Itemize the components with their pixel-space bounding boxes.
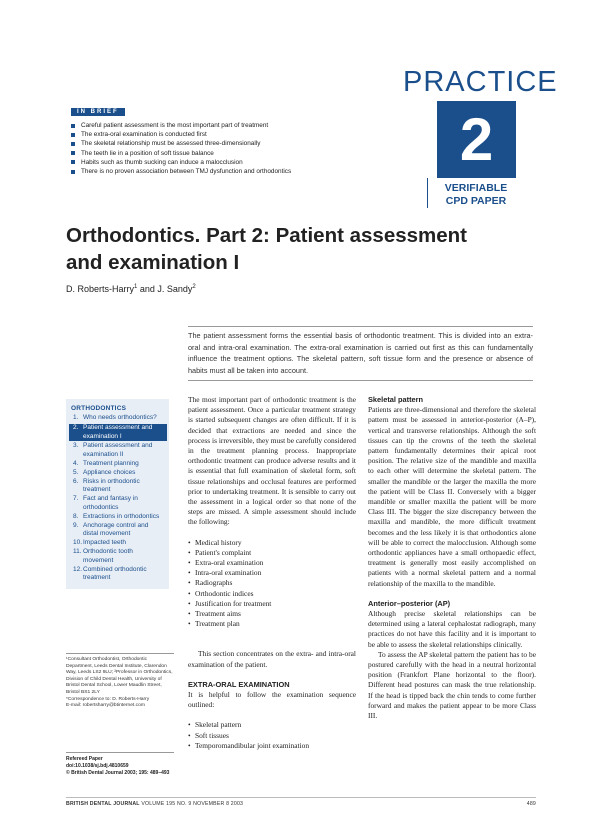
- section-label: PRACTICE: [403, 66, 558, 98]
- bullet-square-icon: [71, 170, 75, 174]
- in-brief-list: [71, 121, 359, 176]
- page-footer: [66, 797, 536, 807]
- series-heading: ORTHODONTICS: [71, 405, 127, 412]
- list-item: • Temporomandibular joint examination: [188, 741, 356, 751]
- list-item: • Radiographs: [188, 578, 356, 588]
- authors: D. Roberts-Harry$^1$ and J. Sandy$^2$: [66, 284, 196, 294]
- paragraph: This section concentrates on the extra- and intra-oral examination of the patient.: [188, 649, 356, 669]
- list-item: • Justification for treatment: [188, 599, 356, 609]
- in-brief-item: Habits such as thumb sucking can induce a malocclusion: [71, 158, 359, 167]
- in-brief-item: There is no proven association between TMJ dysfunction and orthodontics: [71, 167, 359, 176]
- series-item: 8. Extractions in orthodontics: [73, 512, 160, 520]
- bullet-square-icon: [71, 151, 75, 155]
- divider: [427, 178, 428, 208]
- page-number: 489: [526, 801, 536, 807]
- examination-list: [188, 720, 356, 751]
- series-item: 11. Orthodontic tooth movement: [73, 547, 133, 564]
- list-item: • Skeletal pattern: [188, 720, 356, 730]
- paragraph: To assess the AP skeletal pattern the patient has to be postured carefully with the head in a neutral horizontal position (Frankfort Plane horizontal to the floor). Different head postures can mask the true relationship. If the head is tipped back the chin tends to come further forward and makes the patient appear to be more Class III.: [368, 649, 536, 721]
- series-item: 9. Anchorage control and distal movement: [73, 521, 149, 538]
- in-brief-item: The teeth lie in a position of soft tissue balance: [71, 149, 359, 158]
- list-item: • Patient's complaint: [188, 548, 356, 558]
- series-item: 5. Appliance choices: [73, 468, 136, 476]
- series-item: 12. Combined orthodontic treatment: [73, 565, 147, 582]
- paragraph: Patients are three-dimensional and therefore the skeletal pattern must be assessed in anterior-posterior (A–P), vertical and transverse relationships. Although the soft tissues can tip the crowns of the teeth the skeletal pattern fundamentally determines their apical root position. The relative size of the mandible and maxilla to each other will determine the skeletal pattern. The smaller the mandible or the larger the maxilla the more the patient will be Class II. Conversely with a bigger mandible or smaller maxilla the patient will be more Class III. The bigger the size discrepancy between the maxilla and mandible, the more difficult treatment becomes and the less likely it is that orthodontics alone will be able to correct the malocclusion. Although some orthodontic appliances have a small orthopaedic effect, treatment is generally most easily accomplished on patients with a normal skeletal pattern and a normal relationship of the maxilla to the mandible.: [368, 405, 536, 588]
- section-heading: Anterior–posterior (AP): [368, 598, 451, 608]
- paragraph: Although precise skeletal relationships can be determined using a lateral cephalostat radiograph, many practices do not have this facility and it is important to be able to assess the skeletal relationships clinically.: [368, 609, 536, 649]
- paragraph: It is helpful to follow the examination sequence outlined:: [188, 690, 356, 710]
- practice-number-badge: 2: [437, 101, 516, 178]
- section-heading: Skeletal pattern: [368, 395, 424, 404]
- list-item: • Orthodontic indices: [188, 589, 356, 599]
- list-item: • Treatment plan: [188, 619, 356, 629]
- series-item: 6. Risks in orthodontic treatment: [73, 477, 140, 494]
- list-item: • Extra-oral examination: [188, 558, 356, 568]
- in-brief-box: [71, 100, 359, 176]
- affiliation-footnote: ¹Consultant Orthodontist, Orthodontic Department, Leeds Dental Institute, Clarendon Way, Leeds LS2 9LU; ²Professor in Orthodontics, Division of Child Dental Health, University of Bristol Dental School, Lower Maudlin Street, Bristol BS1 2LY *Correspondence to: D. Roberts-Harry E-mail: robertsharry@btinternet.com: [66, 653, 174, 710]
- series-contents-box: [66, 399, 169, 589]
- body-column-right: [368, 395, 536, 721]
- list-item: • Treatment aims: [188, 609, 356, 619]
- paragraph: The most important part of orthodontic treatment is the patient assessment. Once a particular treatment strategy is started subsequent changes are often difficult. If it is decided that extractions are needed and since the process is irreversible, they must be carefully considered in the treatment planning process. Inappropriate orthodontic treatment can produce adverse results and it is essential that full examination of skeletal form, soft tissue relationships and occlusal features are performed prior to undertaking treatment. It is sensible to carry out the assessment in a logical order so that none of the steps are missed. A simple assessment should include the following:: [188, 395, 356, 527]
- bullet-square-icon: [71, 160, 75, 164]
- in-brief-item: The skeletal relationship must be assessed three-dimensionally: [71, 139, 359, 148]
- series-item: 4. Treatment planning: [73, 459, 139, 467]
- refereed-paper-info: Refereed Paper doi:10.1038/sj.bdj.4810659 © British Dental Journal 2003; 195: 489–493: [66, 752, 174, 776]
- in-brief-heading: IN BRIEF: [71, 108, 125, 116]
- cpd-label: VERIFIABLE CPD PAPER: [444, 182, 508, 207]
- list-item: • Soft tissues: [188, 731, 356, 741]
- abstract: The patient assessment forms the essential basis of orthodontic treatment. This is divided into an extra-oral and intra-oral examination. The extra-oral examination is carried out first as this can fundamentally influence the treatment options. The skeletal pattern, soft tissue form and the presence or absence of habits must all be taken into account.: [188, 326, 533, 381]
- list-item: • Medical history: [188, 538, 356, 548]
- series-item: 1. Who needs orthodontics?: [73, 414, 157, 421]
- series-item: 3. Patient assessment and examination II: [73, 442, 153, 459]
- bullet-square-icon: [71, 142, 75, 146]
- series-item-current: 2. Patient assessment and examination I: [69, 424, 167, 442]
- body-column-left: [188, 395, 356, 751]
- footer-journal: BRITISH DENTAL JOURNAL VOLUME 195 NO. 9 NOVEMBER 8 2003: [66, 801, 244, 807]
- article-title: Orthodontics. Part 2: Patient assessment and examination I: [66, 224, 468, 274]
- series-item: 7. Fact and fantasy in orthodontics: [73, 495, 138, 511]
- bullet-square-icon: [71, 124, 75, 128]
- section-heading: EXTRA-ORAL EXAMINATION: [188, 679, 290, 689]
- series-item: 10. Impacted teeth: [73, 539, 126, 547]
- in-brief-item: Careful patient assessment is the most important part of treatment: [71, 121, 359, 130]
- assessment-list: [188, 538, 356, 630]
- bullet-square-icon: [71, 133, 75, 137]
- list-item: • Intra-oral examination: [188, 568, 356, 578]
- in-brief-item: The extra-oral examination is conducted first: [71, 130, 359, 139]
